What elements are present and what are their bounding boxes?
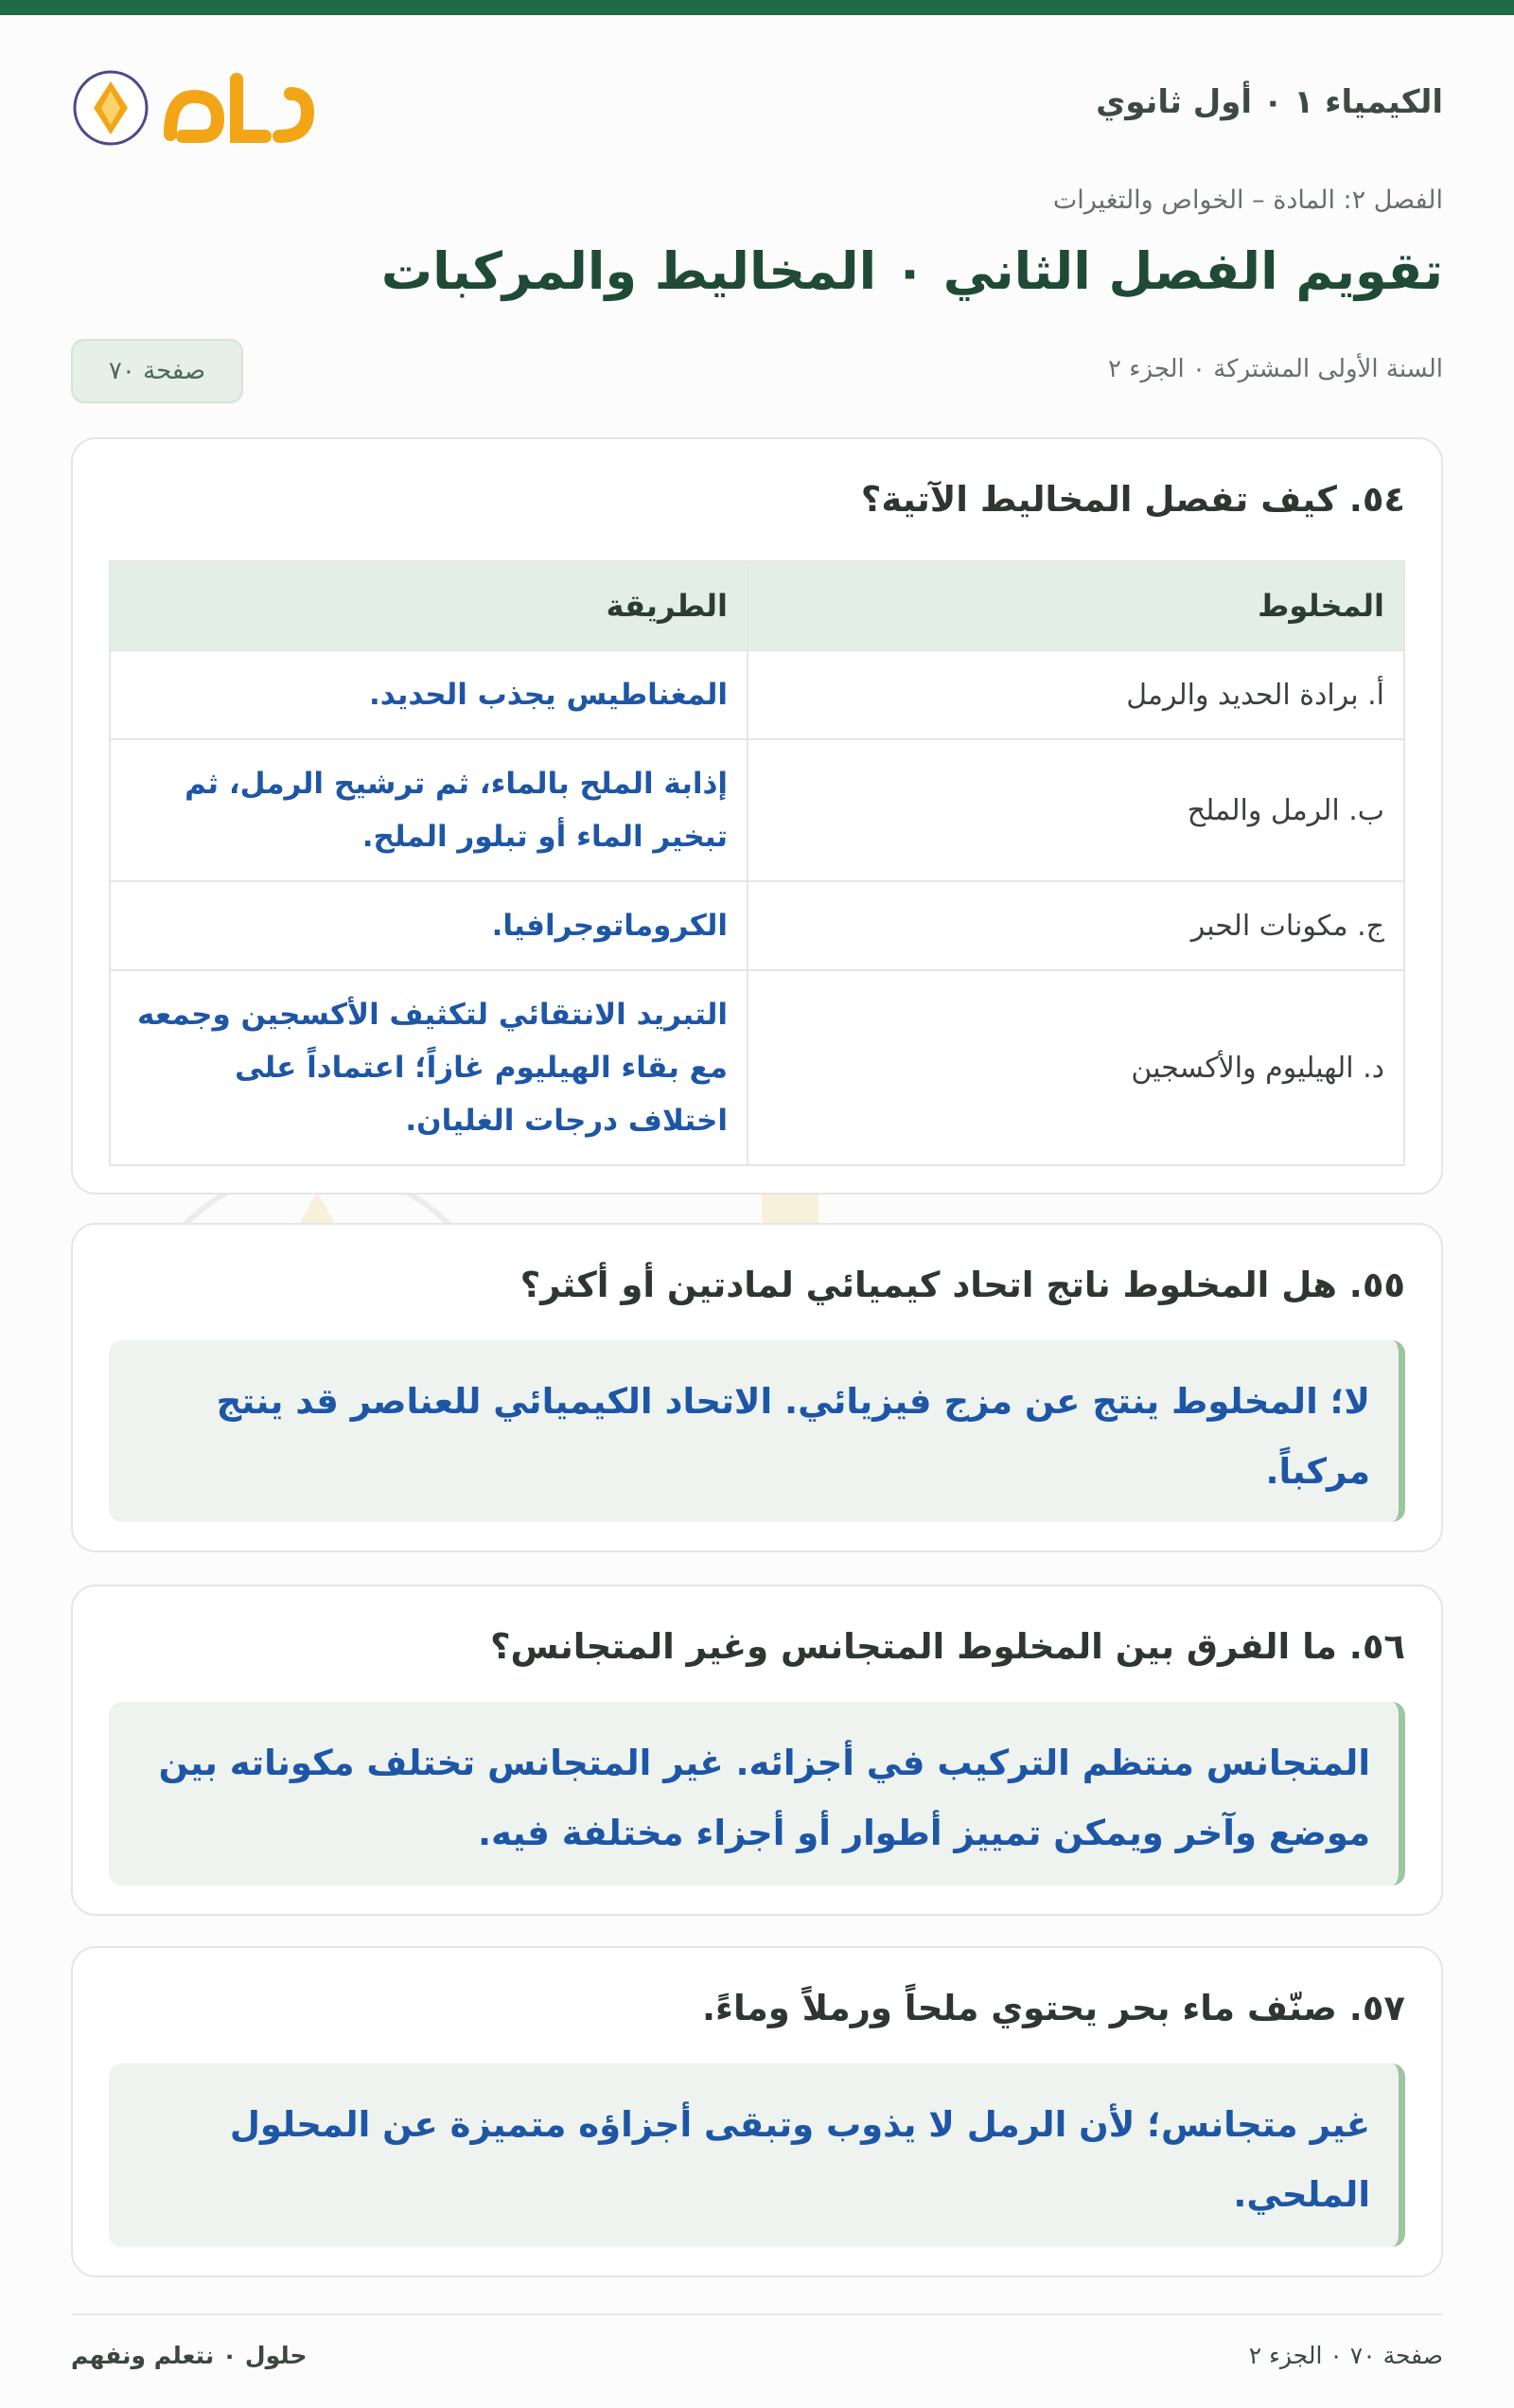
method-cell: إذابة الملح بالماء، ثم ترشيح الرمل، ثم تبخير الماء أو تبلور الملح.: [110, 739, 748, 881]
question-card-57: [71, 1946, 1443, 2277]
question-title: ٥٦. ما الفرق بين المخلوط المتجانس وغير المتجانس؟: [490, 1626, 1405, 1667]
table-row: [110, 881, 1404, 970]
mixture-cell: ب. الرمل والملح: [748, 739, 1404, 881]
mixture-cell: د. الهيليوم والأكسجين: [748, 970, 1404, 1165]
question-title: ٥٥. هل المخلوط ناتج اتحاد كيميائي لمادتين أو أكثر؟: [519, 1265, 1405, 1305]
mixture-cell: ج. مكونات الحبر: [748, 881, 1404, 970]
footer-brand: حلول ٠ نتعلم ونفهم: [71, 2342, 308, 2369]
answer-box: غير متجانس؛ لأن الرمل لا يذوب وتبقى أجزاؤه متميزة عن المحلول الملحي.: [109, 2063, 1405, 2247]
question-title: ٥٤. كيف تفصل المخاليط الآتية؟: [860, 479, 1405, 520]
mixture-cell: أ. برادة الحديد والرمل: [748, 650, 1404, 739]
page-number-badge: صفحة ٧٠: [71, 339, 243, 403]
footer-page-info: صفحة ٧٠ ٠ الجزء ٢: [1248, 2342, 1443, 2369]
footer-divider: [71, 2313, 1443, 2315]
method-cell: الكروماتوجرافيا.: [110, 881, 748, 970]
table-row: [110, 970, 1404, 1165]
question-title: ٥٧. صنّف ماء بحر يحتوي ملحاً ورملاً وماءً.: [701, 1988, 1405, 2028]
chapter-label: الفصل ٢: المادة – الخواص والتغيرات: [1052, 186, 1443, 215]
page-title: تقويم الفصل الثاني ٠ المخاليط والمركبات: [380, 241, 1443, 301]
top-accent-bar: [0, 0, 1514, 15]
column-header-method: الطريقة: [110, 561, 748, 650]
method-cell: التبريد الانتقائي لتكثيف الأكسجين وجمعه مع بقاء الهيليوم غازاً؛ اعتماداً على اختلاف درجات الغليان.: [110, 970, 748, 1165]
answer-box: المتجانس منتظم التركيب في أجزائه. غير المتجانس تختلف مكوناته بين موضع وآخر ويمكن تمييز أطوار أو أجزاء مختلفة فيه.: [109, 1702, 1405, 1886]
page-header: [71, 38, 1443, 170]
table-header-row: [110, 561, 1404, 650]
grade-subline: السنة الأولى المشتركة ٠ الجزء ٢: [1108, 355, 1443, 383]
separation-table: [109, 560, 1405, 1166]
question-card-55: [71, 1223, 1443, 1552]
column-header-mixture: المخلوط: [748, 561, 1404, 650]
question-card-54: [71, 437, 1443, 1195]
question-card-56: [71, 1585, 1443, 1916]
table-row: [110, 650, 1404, 739]
table-row: [110, 739, 1404, 881]
hulool-logo[interactable]: [71, 61, 326, 165]
course-title: الكيمياء ١ ٠ أول ثانوي: [1096, 83, 1443, 121]
method-cell: المغناطيس يجذب الحديد.: [110, 650, 748, 739]
answer-box: لا؛ المخلوط ينتج عن مزج فيزيائي. الاتحاد الكيميائي للعناصر قد ينتج مركباً.: [109, 1340, 1405, 1522]
